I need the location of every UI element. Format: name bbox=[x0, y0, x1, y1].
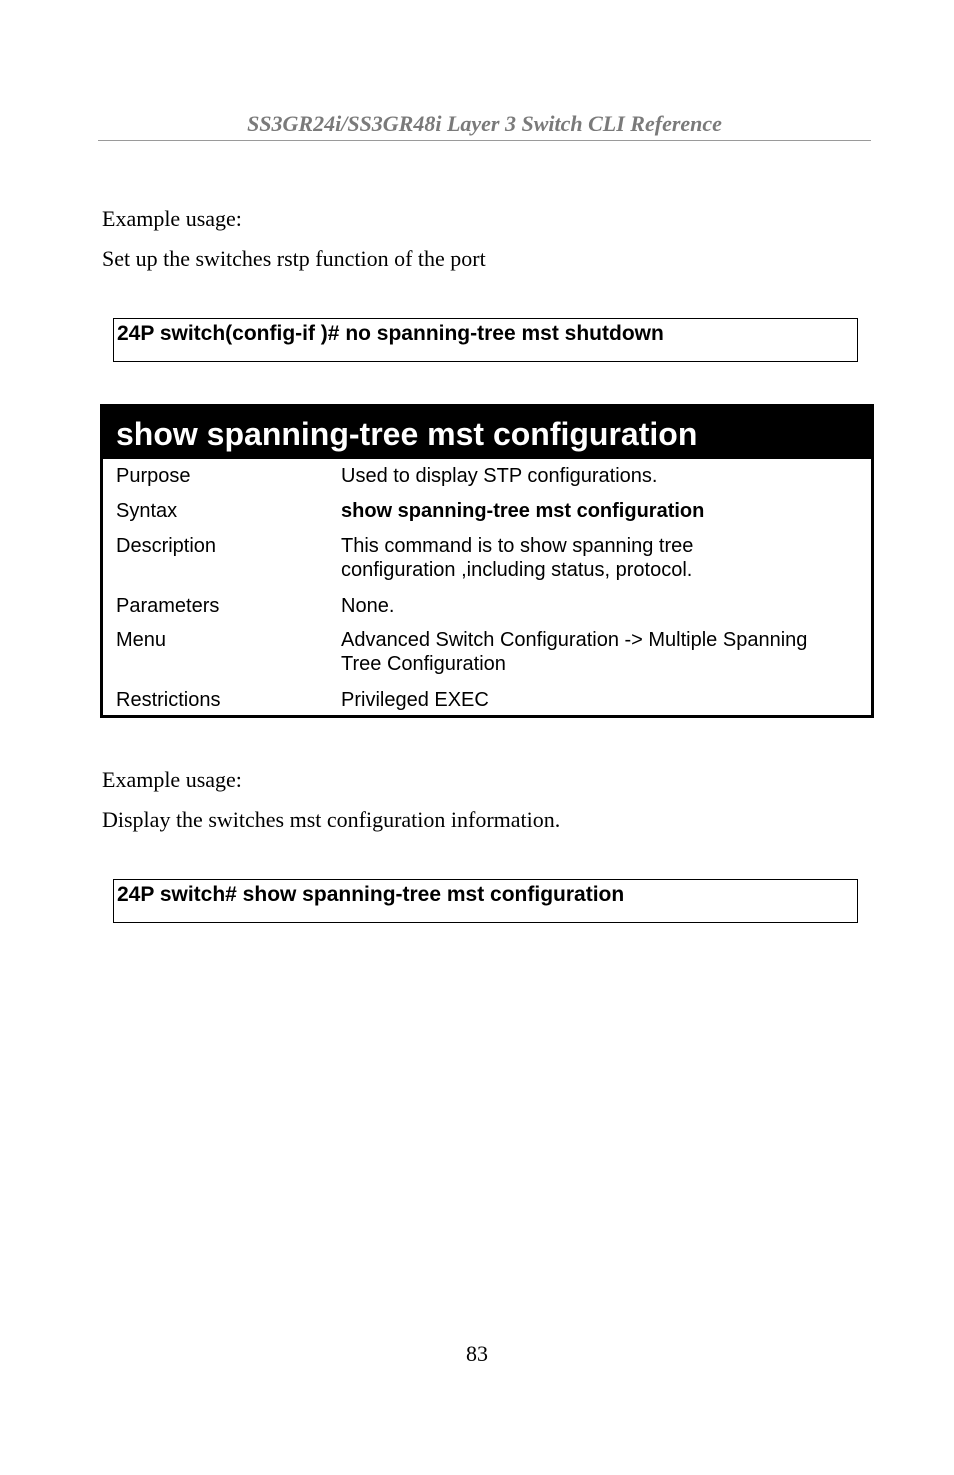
row-value-menu-line1: Advanced Switch Configuration -> Multiple Spanning bbox=[341, 629, 808, 651]
row-value-restrictions: Privileged EXEC bbox=[341, 689, 489, 711]
command-example-box-1: 24P switch(config-if )# no spanning-tree mst shutdown bbox=[113, 318, 858, 362]
row-value-description-line1: This command is to show spanning tree bbox=[341, 535, 694, 557]
row-label-menu: Menu bbox=[116, 629, 167, 651]
row-value-syntax: show spanning-tree mst configuration bbox=[341, 500, 705, 522]
row-value-description bbox=[341, 534, 861, 582]
row-value-menu-line2: Tree Configuration bbox=[341, 653, 506, 675]
example-usage-label-1: Example usage: bbox=[102, 206, 242, 231]
page-number: 83 bbox=[466, 1341, 488, 1366]
row-value-purpose: Used to display STP configurations. bbox=[341, 465, 658, 487]
row-label-parameters: Parameters bbox=[116, 595, 220, 617]
row-label-description: Description bbox=[116, 535, 217, 557]
row-value-menu bbox=[341, 628, 861, 676]
row-value-description-line2: configuration ,including status, protocol. bbox=[341, 559, 693, 581]
row-value-parameters: None. bbox=[341, 595, 395, 617]
command-reference-table bbox=[100, 404, 874, 718]
row-label-purpose: Purpose bbox=[116, 465, 191, 487]
row-label-restrictions: Restrictions bbox=[116, 689, 221, 711]
row-label-syntax: Syntax bbox=[116, 500, 178, 522]
command-example-box-2: 24P switch# show spanning-tree mst configuration bbox=[113, 879, 858, 923]
header-rule bbox=[98, 140, 871, 141]
command-table-title: show spanning-tree mst configuration bbox=[103, 407, 871, 459]
example-description-1: Set up the switches rstp function of the port bbox=[102, 246, 486, 271]
example-usage-label-2: Example usage: bbox=[102, 767, 242, 792]
running-header: SS3GR24i/SS3GR48i Layer 3 Switch CLI Reference bbox=[247, 111, 722, 136]
example-description-2: Display the switches mst configuration information. bbox=[102, 807, 561, 832]
